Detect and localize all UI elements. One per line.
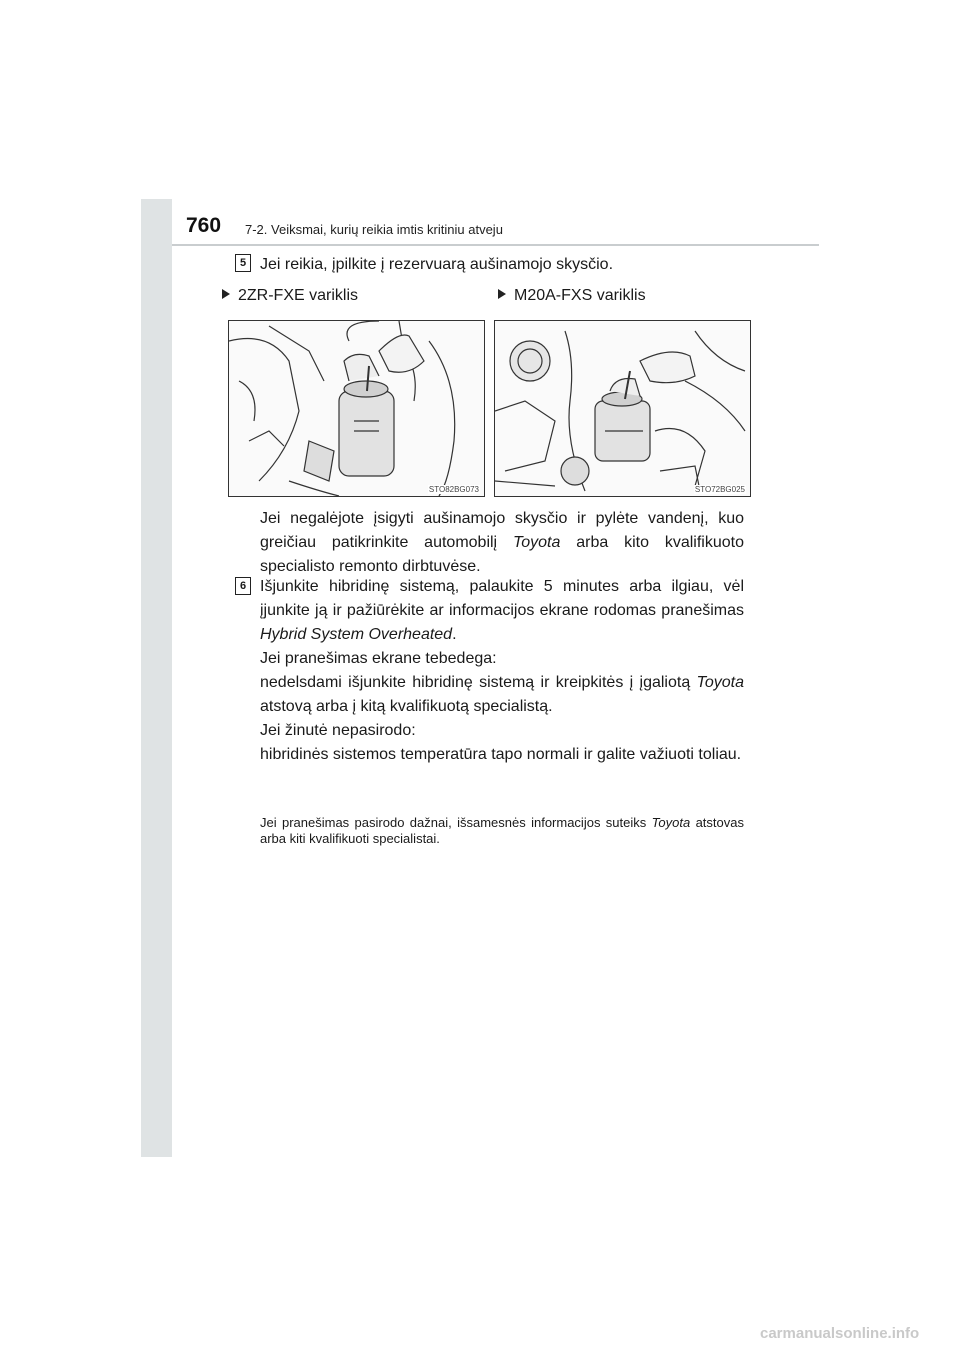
figure-label-left: 2ZR-FXE variklis <box>222 287 358 305</box>
brand-name: Toyota <box>651 815 691 830</box>
case1-title: Jei pranešimas ekrane tebedega: <box>260 650 497 667</box>
engine-illustration-right <box>495 321 750 496</box>
case2-text: hibridinės sistemos temperatūra tapo normali ir galite važiuoti toliau. <box>260 746 742 763</box>
figure-label-right: M20A-FXS variklis <box>498 287 646 305</box>
engine-illustration-left <box>229 321 484 496</box>
watermark: carmanualsonline.info <box>760 1325 920 1342</box>
case1-block <box>260 647 744 719</box>
section-title: 7-2. Veiksmai, kurių reikia imtis kritiniu atveju <box>245 222 503 237</box>
footnote: Jei pranešimas pasirodo dažnai, išsamesnės informacijos suteiks Toyota atstovas arba kiti kvalifikuoti specialistai. <box>260 815 744 846</box>
triangle-bullet-icon <box>498 289 506 299</box>
page-number: 760 <box>186 214 222 237</box>
figure-m20a-fxs-engine <box>494 320 751 497</box>
case2-block <box>260 719 744 767</box>
step6-text: Išjunkite hibridinę sistemą, palaukite 5 minutes arba ilgiau, vėl įjunkite ją ir pažiūrėkite ar informacijos ekrane rodomas pranešimas Hybrid System Overheated. <box>260 578 744 643</box>
step5-water-warning: Jei negalėjote įsigyti aušinamojo skysčio ir pylėte vandenį, kuo greičiau patikrinkite automobilį Toyota arba kito kvalifikuoto specialisto remonto dirbtuvėse. <box>260 510 744 575</box>
side-tab-bar <box>141 199 172 1157</box>
case2-title: Jei žinutė nepasirodo: <box>260 722 416 739</box>
figure-code-right: STO72BG025 <box>694 485 745 494</box>
header-divider <box>172 244 819 246</box>
step5-text: Jei reikia, įpilkite į rezervuarą aušinamojo skysčio. <box>260 256 614 273</box>
warning-message-name: Hybrid System Overheated <box>260 626 453 643</box>
triangle-bullet-icon <box>222 289 230 299</box>
brand-name: Toyota <box>696 674 744 691</box>
case1-text: nedelsdami išjunkite hibridinę sistemą ir kreipkitės į įgaliotą Toyota atstovą arba į kitą kvalifikuotą specialistą. <box>260 674 744 715</box>
figure-2zr-fxe-engine <box>228 320 485 497</box>
step-badge-6: 6 <box>235 577 251 595</box>
figure-code-left: STO82BG073 <box>428 485 479 494</box>
step-badge-5: 5 <box>235 254 251 272</box>
brand-name: Toyota <box>512 534 561 551</box>
